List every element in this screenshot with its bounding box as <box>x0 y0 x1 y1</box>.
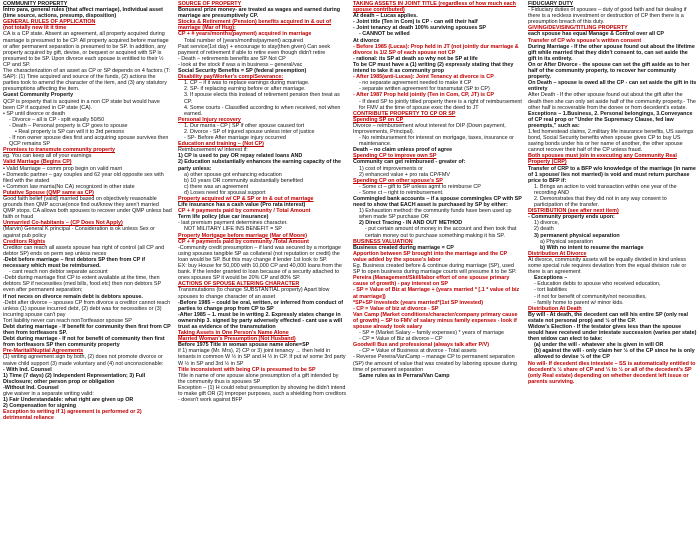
outline-line: 1. CP – if it was to replace earnings during marriage. <box>184 80 310 87</box>
outline-line: - no separate agreement needed to make it CP <box>359 80 472 87</box>
outline-line: - After 1985(anti-Lucas): Joint Tenancy at divorce is CP <box>353 74 494 81</box>
outline-line: 2) Direct Tracing - IN AND OUT METHOD <box>359 220 463 227</box>
outline-line: (1) writing agreement sign by both, (2) does not promote divorce or waive child support (3) made voluntary and (4) not unconscionable: <box>3 354 164 367</box>
outline-line: 1) divorce, <box>534 220 560 227</box>
outline-line: Van Camp (Market conditions/character/company primary cause of growth) – SP to FMV of salary minus family expenses - look if spouse already took salary <box>353 311 518 330</box>
outline-line: To be CP must have a (1) writing (2) expressly stating that they intend to take it as community prop <box>353 61 514 75</box>
outline-line: Property acquired w/ CP & SP or in & out of marriage <box>178 196 314 202</box>
outline-line: Creditor can reach all assets spouse has right of control (all CP and debtor SP) ends on perm sep unless neces <box>3 244 165 257</box>
outline-line: if not neces on divorce remain debt is debtors spouse. <box>3 293 143 300</box>
outline-line: Term life policy (due car insurance) <box>178 214 269 221</box>
outline-line: a) other spouse got enhancing education <box>184 171 282 178</box>
outline-line: (b) against the will - only claim her ½ of the CP since he is only allowed to devise ½ of the CP <box>534 348 695 361</box>
outline-line: 2) enhanced value + pro rata CP/FMV <box>359 171 450 178</box>
outline-line: Widow's Election - If the testator gives less than the spouse would have received under intestate succession (varies per state) then widow can elect to take: <box>528 323 697 343</box>
outline-line: 2) Education substantially enhances the earning capacity of the party unless: <box>178 159 341 172</box>
outline-line: 4. Some courts - Classified according to when received, not when earned. <box>184 104 341 117</box>
outline-line: - separate written agreement for transmutat (SP to CP) <box>359 86 490 93</box>
outline-line: - Community property ends upon: <box>528 214 615 221</box>
outline-line: QCP is property that is acquired in a non CP state but would have been CP if acquired in CP state (CA). <box>3 98 160 111</box>
outline-line: Stocks & Retirement (Pension) benefits acquired in & out of marriage (Mar of Hug): <box>178 19 332 32</box>
outline-line: Property Mortgage before marriage (Mar of Moore) <box>178 232 308 239</box>
outline-line: - If non owner spouse dies first and acquiring spouse survives then QCP remains SP <box>9 135 169 148</box>
outline-line: - SP = Value of Biz at Marriage + (years married * [.1 * value of biz at marriage]) <box>353 287 520 300</box>
outline-line: Spending CP to improve own SP <box>353 153 437 160</box>
column-4 <box>525 0 700 540</box>
outline-line: - Joint title (Ten in Com) is CP - can will their half <box>353 19 478 26</box>
outline-line: CA is a CP state. Absent an agreement, all property acquired during marriage is presumed to be CP. All property acquired before marriage or after permanent separation is presumed to be SP. In addition, any property acquired by gift, devise, or bequest or acquired with SP is presumed to be SP. Upon divorce each spouse is entitled to their ½ CP and SP. <box>3 31 169 68</box>
outline-line: b) With no intent to resume the marriage <box>540 244 644 251</box>
outline-line: Total number of (years/months/payment) acquired <box>184 37 303 44</box>
outline-line: By will - At death, the decedent can will his entire SP (only real estate not personal prop) and ½ of the CP. <box>528 311 688 324</box>
outline-line: The characterization of an asset as CP or SP depends on 4 factors (T: SAP): (1) Time acquired and source of the funds, (2) actions the parties took to amend the character of the item, and (3) any statutory presumptions affecting the item. <box>3 68 171 93</box>
outline-line: Exceptions – 1.Business, 2. Personal belongings, 3.Conveyance of CP real prop or "Under the Supremacy Clause, fed law preempts," such as: <box>528 110 693 129</box>
outline-line: Guest Community Property <box>3 92 74 99</box>
outline-line: FIDUCIARY DUTY <box>528 1 574 7</box>
outline-line: (Marvin) General K principal - Consideration is ok unless Sex or against pub policy <box>3 226 155 239</box>
outline-line: 1) cost of improvements or <box>359 165 423 172</box>
outline-line: - CP = Value of biz at divorce - SP <box>353 305 439 312</box>
outline-line: Transfer of CRP to a BFP w/o knowledge of the marriage (in name of 1 spouse/ lies not married) is void and must return purchase price to BFP if: <box>528 165 696 184</box>
outline-line: 1) Exhaustion method: the community funds have been used up when made SP purchase OR <box>359 208 512 221</box>
outline-line: At divorce <box>353 37 380 44</box>
outline-line: - Education debts to spouse who received education, <box>534 281 661 288</box>
outline-line: a) Physical separation <box>540 238 594 245</box>
outline-line: 1.fed homestead claims, 2.military life insurance benefits, US savings bond, Social Security benefits when spouse gives CP to buy US saving bonds under his or her name of another, the other spouse cannot recover their half of the CP unless fraud. <box>528 128 694 154</box>
outline-line: Reimbursement w/ interest if: <box>178 147 248 154</box>
outline-line: - CANNOT be willed <box>359 31 410 38</box>
outline-line: Pre-Marital/Nuptial Agreements <box>3 348 84 355</box>
outline-line: Eg. Business created before & continue during marriage (SP), used SP to open business during marriage courts will presume it to be SP. <box>353 263 517 276</box>
outline-line: Divorce – reimbursement w/out interest for DIP (Down payment, Improvements, Principal). <box>353 122 506 135</box>
outline-line: Good faith belief (valid) married based on objectively reasonable grounds then QMP accrue(once find out/know they aren't married QMP stops. CA allows both spouses to recover under QMP unless bad faith or fraud <box>3 196 172 221</box>
outline-line: d) Loses need for spousal support <box>184 189 266 196</box>
outline-line: CP + # payments paid by community / Total Amount <box>178 208 311 215</box>
outline-line: Spending SP on CP <box>353 116 404 123</box>
outline-line: - SP- Before After marriage injury occurred <box>184 135 286 142</box>
outline-line: -Without Ind. Counsel <box>3 384 59 391</box>
outline-line: - CP = Value of Business at divorce - Total assets <box>359 348 477 355</box>
outline-line: Spending CP on other spouse's SP <box>353 177 443 184</box>
outline-line: During Marriage - If the other spouse found out about the lifetime gift while married that they didn't consent to, can set aside the gift in its entirety. <box>528 43 695 62</box>
outline-line: 2. Divorce - SP of injured spouse unless inter of justice <box>184 128 315 135</box>
outline-line: - rational: its SP at death so why not be SP at life <box>353 55 478 62</box>
outline-line: Valid Marriage (Begins CP) <box>3 159 72 166</box>
outline-line: DISTRIBUTION (see after next item) <box>528 208 619 215</box>
outline-line: • Common law marria(No CA) recognized in other state <box>3 183 135 190</box>
outline-line: Business created during marriage = CP <box>353 244 454 251</box>
outline-line: Title in name of one spouse alone presumption of a gift intended by the community thus is spouses SP <box>178 372 339 385</box>
outline-line: each spouse has equal Manage & Control over all CP <box>528 31 665 38</box>
outline-line: After Death - If the other spouse found out about the gift after the death then she can only set aside half of the community property.- The other half is recoverable from the donee or from decedent's estate. <box>528 92 696 111</box>
outline-line: Exception – (1) H could rebut presumption by showing he didn't intend to make gift OR (2) improper purposes, such a shielding from creditors - doesn't work against BFP <box>178 384 347 404</box>
outline-line: Distribution At Death <box>528 305 582 312</box>
outline-line: Putative Spouse (QMP same as CP) <box>3 189 94 196</box>
outline-line: At death – Lucas applies. <box>353 13 418 20</box>
outline-line: 2. SP- if replacing earning before or after marriage. <box>184 86 306 93</box>
outline-line: Debt during marriage - If benefit for community then first from CP then from tortfeasors SP. <box>3 323 171 337</box>
outline-line: Commingled bank accounts – if a spouse commingles CP with SP need to show that EACH asset is purchased by SP by either: <box>353 196 522 209</box>
outline-line: Title inconsistent with being CP is presumed to be SP <box>178 366 316 373</box>
outline-line: Community can get reimbursed - greater of: <box>353 159 466 166</box>
outline-line: On or After Divorce - the spouse can set the gift aside as to her half of the community property, to recover her community property. <box>528 61 690 81</box>
outline-line: Bonuses/ prize money- are treated as wages and earned during marriage are presumptively CP. <box>178 7 341 20</box>
outline-line: c) there was an agreement <box>184 183 249 190</box>
outline-line: - Reverse Pereira/VanCamp – manage CP to permanent separation (SP) the amount of value that was created by laboring spouse during time of permanent separation <box>353 354 517 373</box>
outline-line: *SP+SP investedx (years married*(1st SP invested) <box>353 299 483 306</box>
outline-line: 1) Fair Understandable: what right are given up OR <box>3 397 134 404</box>
outline-line: 3) permanent physical separation <box>534 232 620 239</box>
outline-line: - Some ct – gift to SP unless agmt to reimburse CP <box>359 183 481 190</box>
outline-line: Both spouses must join in executing any Community Real Property (CRP) <box>528 153 677 166</box>
outline-line: • SP until divorce or death <box>3 110 66 117</box>
outline-line: Social Security Benefits = SP (federal preemption) <box>178 68 307 75</box>
outline-line: Unmarried Co-habitants – (CP Does Not Apply) <box>3 220 123 227</box>
outline-line: CONTRIBUTE PROPERTY TO CP OR SP <box>353 110 456 117</box>
outline-line: • Valid Marriage – comm prop begin on valid marri <box>3 165 123 172</box>
outline-line: GIVING/DEVISING/TITLING PROPERTY <box>528 25 628 32</box>
outline-line: Exceptions – <box>534 275 568 282</box>
outline-line: Death – no claim unless proof of agree <box>353 147 453 154</box>
outline-line: -Before 1985 – could be oral, written, or inferred from conduct of parties to change prop from CP to SP <box>178 299 344 312</box>
outline-line: • Domestic partner – gay couples and 62 year old opposite sex with filed with the stated <box>3 171 164 184</box>
outline-line: Pereira (Management/Skill/labor effort of one spouse primary cause of growth) - pay interest on SP <box>353 275 510 288</box>
outline-line: Distribution At Divorce <box>528 250 587 257</box>
outline-line: EX: buy House for 50,000 with 10,000 CP and 40,000 loans from the bank. If the lender granted to loan because of a security attached to ones spouses SP it would be 20% CP and 80% SP. <box>178 263 342 282</box>
outline-line: - put certain amount of money in the account and then took that certain money out to purchase something making it his SP. <box>365 226 517 239</box>
outline-line: (not totally new lit it time <box>3 25 67 32</box>
outline-line: give waiver in a separate writing valid: <box>3 391 94 397</box>
outline-line: SOURCE OF PROPERTY <box>178 1 242 7</box>
outline-line: -Community credit presumption – if land was secured by a mortgage using spouses tangible SP as collateral (not reputation or credit) the loan would be SP. But this may change if lender 1st look to SP. <box>178 244 341 263</box>
outline-line: - No reimbursement for interest on mortgage, taxes, insurance or maintenance. <box>359 135 514 148</box>
outline-line: - last premium payment determines character. <box>178 220 288 227</box>
outline-line: - if not for benefit of community/not necessities, <box>534 293 647 300</box>
outline-line: NOT MILITARY LIFE INS BENEFIT = SP <box>184 226 282 233</box>
outline-line: Married Woman's Presumption (Not Husband) <box>178 336 296 343</box>
outline-line: Education and training – (Not CP) <box>178 141 264 148</box>
outline-line: Goodwill Bus and professional (always talk after P/V) <box>353 342 489 349</box>
outline-line: Before 1975 Title in woman spouse name alone=SP <box>178 342 310 349</box>
outline-line: TAKING ASSETS IN JOINT TITLE (regardless of how much each spouse contributed) <box>353 1 516 14</box>
outline-line: eg. You can keep all of your earnings <box>3 153 92 160</box>
outline-line: -Debt before marriage – first debtors SP then from CP if necessary which must be reimbursed. <box>3 256 146 270</box>
outline-line: 3. If spouse elects this instead of retirement pension then treat as CP. <box>184 92 340 105</box>
outline-line: CP + # payments paid by community /Total Amount <box>178 238 309 245</box>
outline-line: 1) CP is used to pay OR repay related loans AND <box>178 153 303 160</box>
outline-line: - look at the stock if was a in business – general/vac <box>178 61 303 68</box>
outline-line: - SP = (Market Salary – family expenses) * years of marriage <box>359 330 505 337</box>
outline-line: if 1) marriage (Mr. Mrs), 2) CP or 3) joint tenancy → then held in tenants in common W ½ in SP and H ½ in CP. If put w/ some 3rd party W ½ in SP and 3rd ½ in SP <box>178 348 346 367</box>
outline-line: - cant reach non debtor separate account <box>9 269 108 276</box>
outline-line: - Before 1985 (Lucas): Prop held in JT (not jointly dur marriage & divorce is 1/2 SP of each spouse not CP <box>353 43 519 56</box>
outline-line: - If deed SP to jointly titled property there is a right of reimbursement for FMV at the time of spouse exec the deed to JT <box>359 98 522 111</box>
outline-line: - Death – Personal property is CP goes to spouse <box>9 122 128 129</box>
outline-line: Intro para, general rules (that affect marriage), Individual asset (time source, actions, presump, disposition) <box>3 7 163 20</box>
outline-line: ACTIONS OF SPOUSE ALTERING CHARACTER <box>178 281 300 288</box>
outline-line: Disability pay/Worker's comp/Severance: <box>178 74 284 81</box>
outline-line: Transfer of CP w/o spouse's written consent <box>528 37 642 44</box>
outline-line: Transmutations (to change SUBSTANTIAL property) Apart blow spouses to change character of an asset <box>178 287 330 300</box>
outline-line: Exception to writing if 1) agreement is performed or 2) detrimental reliance <box>3 409 142 422</box>
outline-line: -Debt during marriage first CP to extent available at the time, then debtors SP if necessities (med bills, food etc) then non debtors SP even after permanent separation; <box>3 275 162 294</box>
outline-line: - family home to parent w/ minor kids. <box>534 299 624 306</box>
outline-line: Taking Assets in One Person's Name Alone <box>178 330 289 337</box>
outline-line: Life insurance has a cash value (Pro rata interest) <box>178 202 306 209</box>
outline-line: Promises to transmute community property <box>3 147 116 154</box>
outline-line: 1. Brings an action to void transaction within one year of the recording AND <box>534 183 677 196</box>
outline-line: 2. Demonstrates that they did not in any way consent to participation of the transfer. <box>534 196 667 209</box>
outline-line: On Death – spouse is owed all the CP - can set aside the gift in its entirety <box>528 80 697 93</box>
outline-line: CP + # years/months(payment) acquired in marriage <box>178 31 312 38</box>
column-1 <box>0 0 175 540</box>
outline-line: -Debt after divorce – spouses CP from divorce a creditor cannot reach unless (1) spouse incurred debt, (2) debt was for necessities or (3) incurring spouse can't pay <box>3 299 171 318</box>
outline-line: (a) under the will - whatever she is given in will OR <box>534 342 664 349</box>
outline-line: Past service(1st day) + encourage to stay(then given) Can seek payment of retirement if able to retire even though didn't retire <box>178 43 331 56</box>
outline-line: Tort liability never can reach nonTortfeasor spouse SP <box>3 317 132 324</box>
outline-line: • Real property is SP can will it to 3rd persons <box>15 128 125 135</box>
outline-line: - Fiduciary duties of spouses – duty of good faith and fair dealing if there is a reckless investment or destruction of CP then there is a presumption breach of this duty. <box>528 7 687 26</box>
outline-line: Same rules as in Perrara/Van Camp <box>359 372 450 379</box>
outline-line: b) 10 years OR community substantially benefited <box>184 177 303 184</box>
outline-line: - Divorce – all is CP - split equally 50/50 <box>9 116 105 123</box>
outline-line: 1. Dur marria - CP | SP if other spouse caused tort <box>184 122 305 129</box>
outline-line: Debt during marriage - If not for benefit of community then first from tortfeasors SP then community property <box>3 336 165 349</box>
outline-line: No will- If decedent dies intestate – SS is automatically entitled to decedent's ½ share of CP and ⅓ to ½ or all of the decedent's SP (only Real estate) depending on whether decedent left issue or parents surviving. <box>528 360 696 385</box>
outline-line: - With Ind. Counsel <box>3 366 52 373</box>
outline-line: - Some ct – right to reimbursement. <box>359 189 444 196</box>
outline-line: - tort liabilities <box>534 287 567 294</box>
outline-line: - CP = Value of Biz at divorce – CP <box>359 336 443 343</box>
outline-line: BUSINESS VALUATION <box>353 238 413 245</box>
outline-line: 2) Compensation for signing <box>3 403 77 410</box>
outline-line: - Joint tenancy at death 100% surviving spouses SP <box>353 25 487 32</box>
outline-line: - Death – retirements benefits are SP Not CP <box>178 55 286 62</box>
outline-line: Personal Injury recovery <box>178 116 241 123</box>
outline-line: Creditors Rights <box>3 238 46 245</box>
outline-line: 2) death <box>534 226 554 233</box>
column-2 <box>175 0 350 540</box>
outline-line: - After 1987 Prop held jointly (Ten in Com, CP, JT) is CP <box>353 92 494 99</box>
outline-line: GENERAL RULES OF APPLICATION <box>3 19 96 26</box>
outline-line: -After 1985 – 1. must be in writing 2. Expressly states change in ownership 3. signed by party adversely effected - cant use a will trust as evidence of the transmutation <box>178 311 343 330</box>
outline-line: Apportion between SP brought into the marriage and the CP value added by the spouse's labor <box>353 250 508 263</box>
column-3 <box>350 0 525 540</box>
outline-line: At divorce, community assets will be equally divided in kind unless some special rule requires deviation from the equal division rule or there is an agreement <box>528 256 687 276</box>
outline-line: COMMUNITY PROPERTY <box>3 1 68 7</box>
outline-line: 1) Time (7 days) (2) Independent Representation; 3) Full Disclosure; other person prop or obligation <box>3 372 146 385</box>
